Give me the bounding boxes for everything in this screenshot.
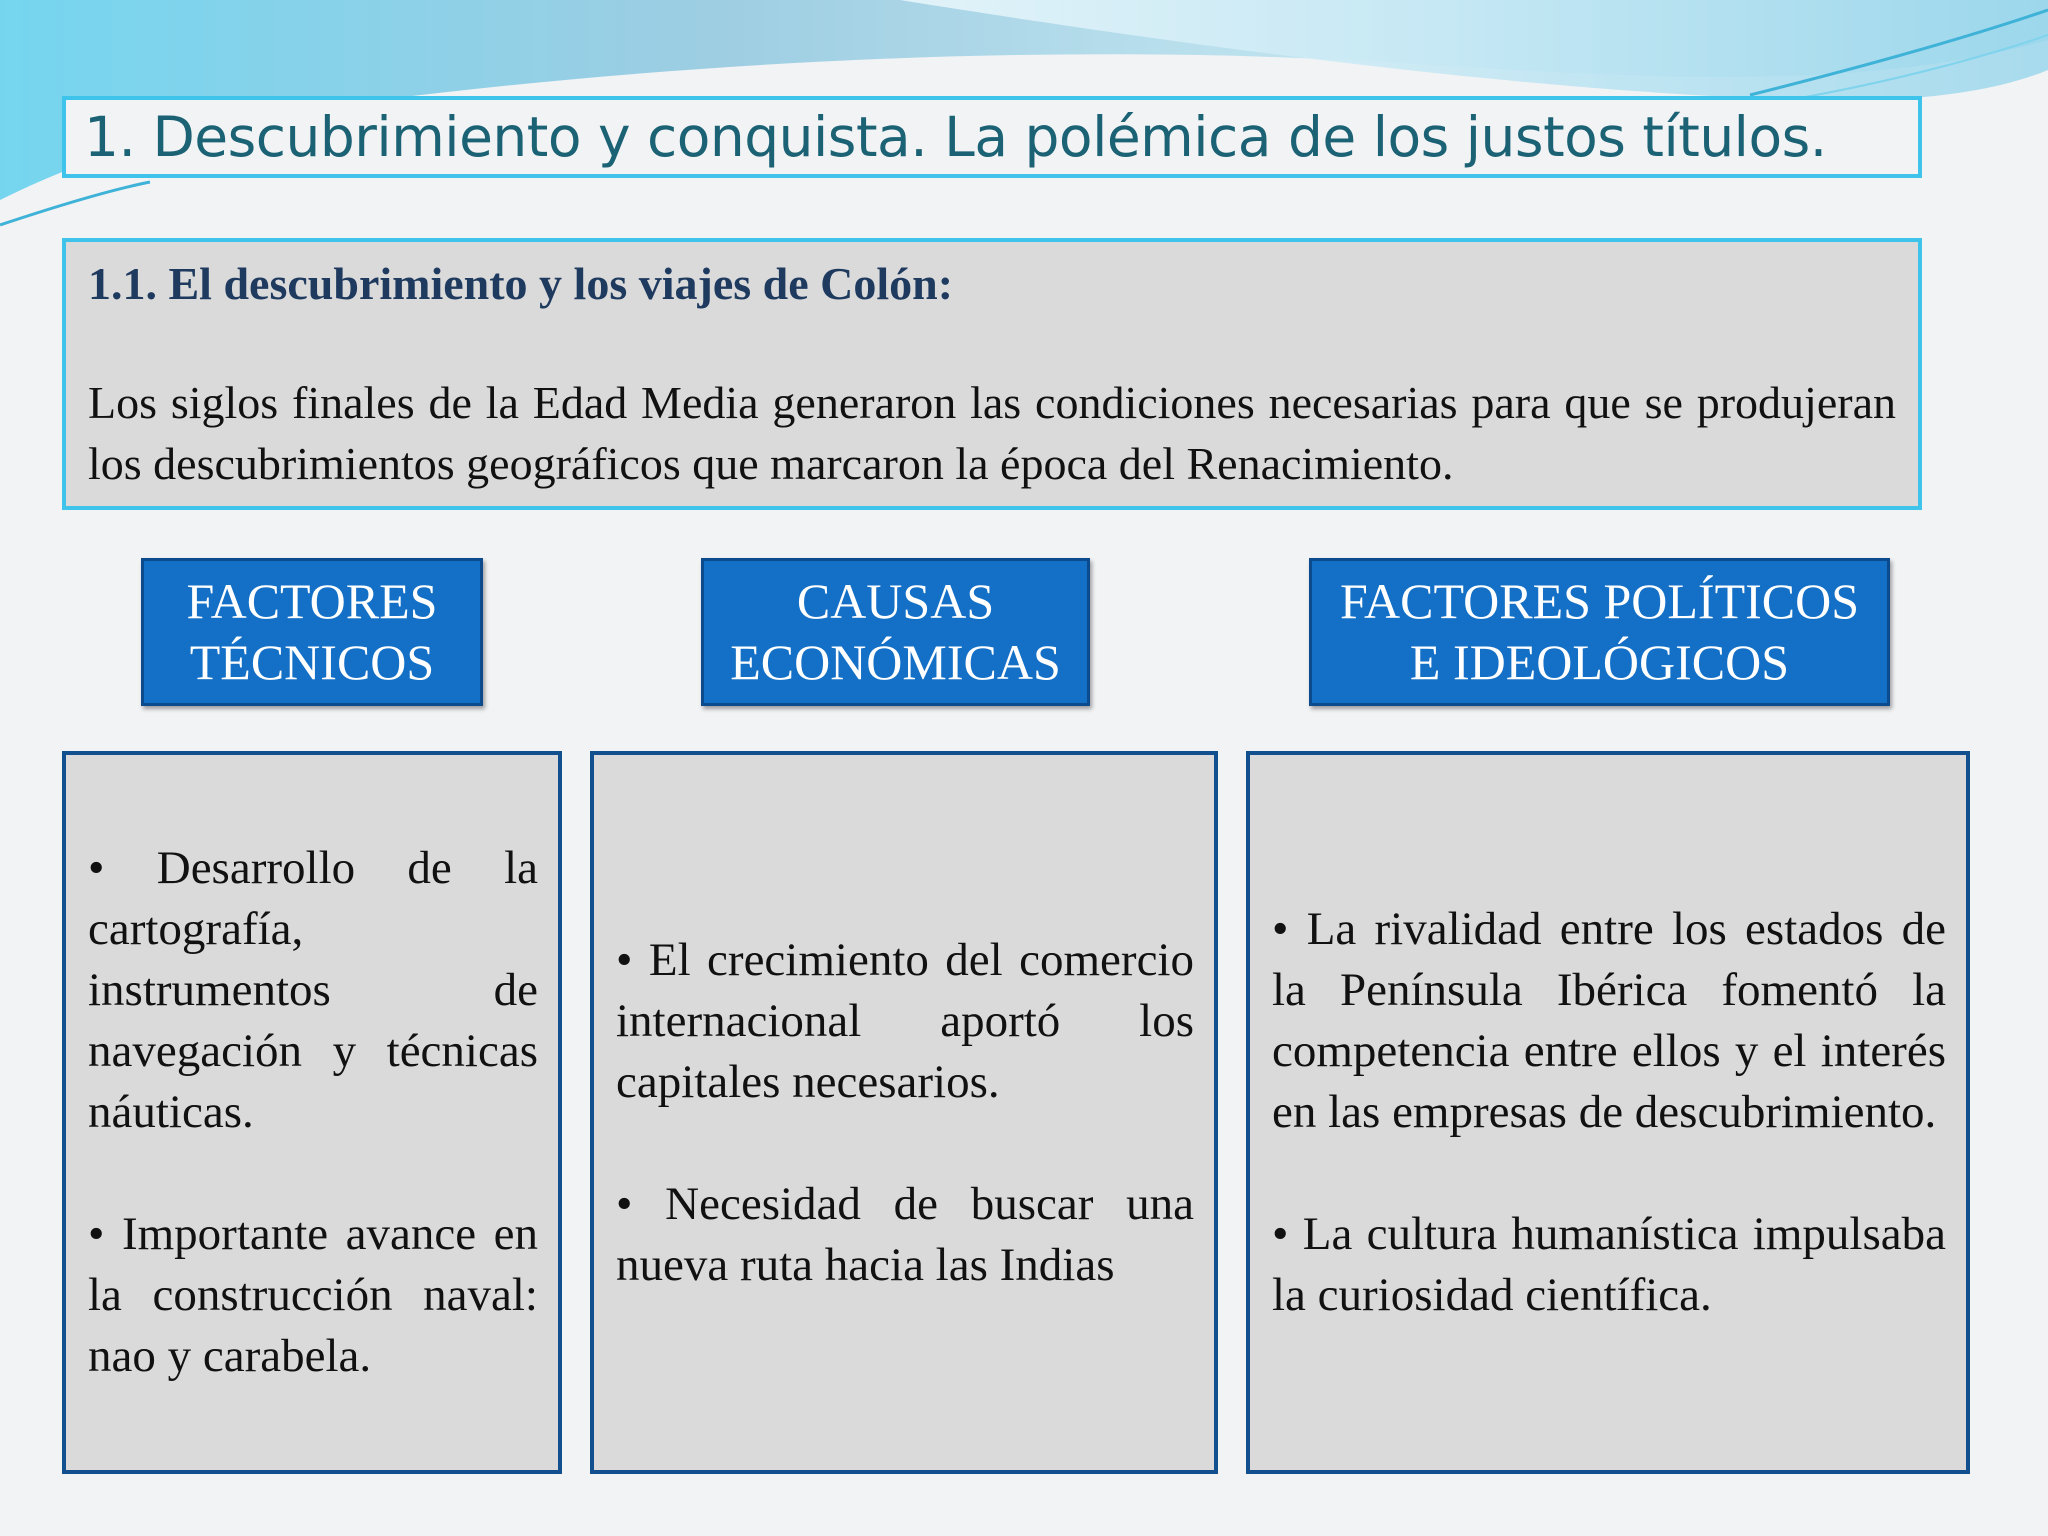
header-line: TÉCNICOS — [189, 634, 435, 690]
header-line: ECONÓMICAS — [730, 634, 1061, 690]
slide-title-box — [62, 96, 1922, 178]
bullet-item: • Importante avance en la construcción naval: nao y carabela. — [88, 1208, 538, 1382]
header-causas-economicas — [701, 558, 1090, 706]
bullet-item: • La rivalidad entre los estados de la Península Ibérica fomentó la competencia entre ellos y el interés en las empresas de descubrimiento. — [1272, 903, 1946, 1138]
bullet-item: • Desarrollo de la cartografía, instrumentos de navegación y técnicas náuticas. — [88, 842, 538, 1138]
header-line: FACTORES — [186, 573, 438, 629]
header-line: CAUSAS — [796, 573, 995, 629]
spacer — [1272, 1143, 1946, 1204]
intro-paragraph: Los siglos finales de la Edad Media generaron las condiciones necesarias para que se produjeran los descubrimientos geográficos que marcaron la época del Renacimiento. — [88, 377, 1896, 489]
content-box-tecnicos — [62, 751, 562, 1474]
bullet-item: • El crecimiento del comercio internacional aportó los capitales necesarios. — [616, 933, 1194, 1108]
header-line: FACTORES POLÍTICOS — [1339, 573, 1860, 629]
header-factores-tecnicos — [141, 558, 483, 706]
content-box-economicas — [590, 751, 1218, 1474]
header-line: E IDEOLÓGICOS — [1409, 634, 1790, 690]
content-box-politicos — [1246, 751, 1970, 1474]
intro-box — [62, 238, 1922, 510]
spacer — [616, 1113, 1194, 1174]
section-heading: 1.1. El descubrimiento y los viajes de Colón: — [88, 258, 954, 309]
header-factores-politicos — [1309, 558, 1890, 706]
spacer — [88, 1143, 538, 1204]
bullet-item: • Necesidad de buscar una nueva ruta hacia las Indias — [616, 1177, 1194, 1291]
bullet-item: • La cultura humanística impulsaba la curiosidad científica. — [1272, 1208, 1946, 1321]
slide-title: 1. Descubrimiento y conquista. La polémica de los justos títulos. — [84, 105, 1827, 169]
